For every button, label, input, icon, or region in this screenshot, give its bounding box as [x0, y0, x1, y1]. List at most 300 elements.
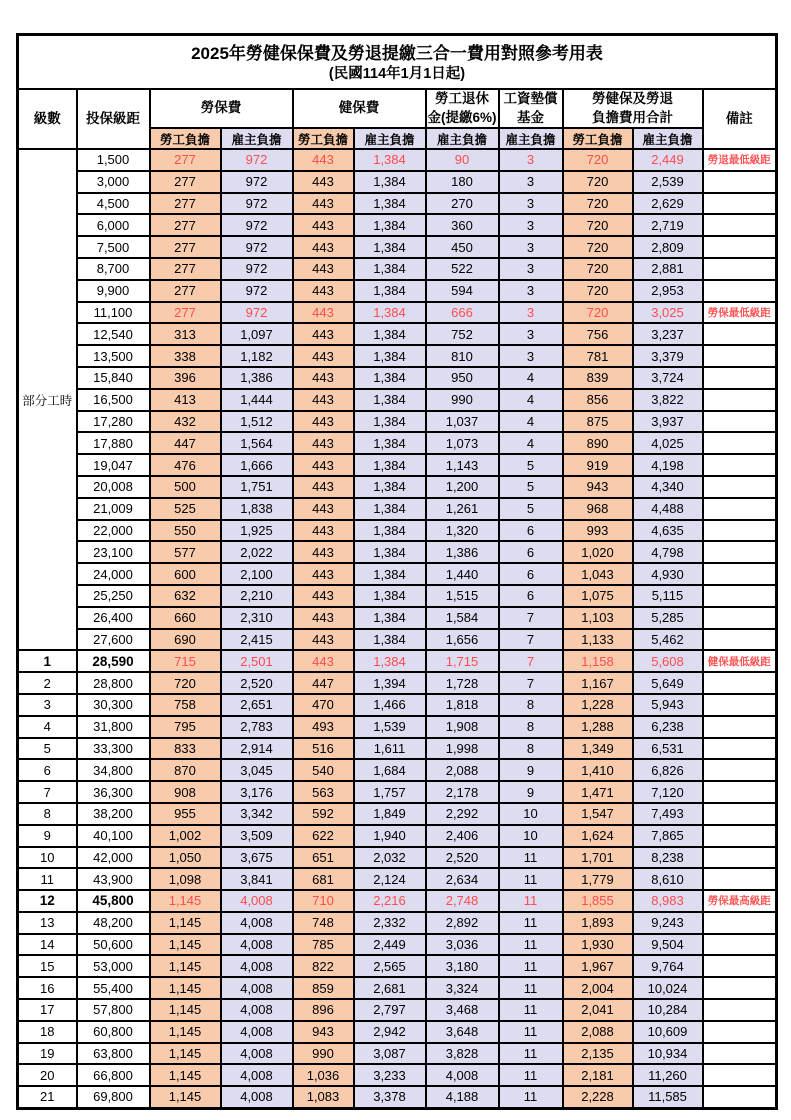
- table-row: [18, 541, 777, 563]
- cell-health-employer: 2,124: [354, 868, 426, 890]
- cell-health-employer: 1,394: [354, 672, 426, 694]
- cell-total-employer: 8,238: [633, 847, 703, 869]
- header-wage-fund-line2: 基金: [517, 109, 544, 125]
- cell-pension-employer: 666: [426, 302, 499, 324]
- cell-remark: [703, 367, 777, 389]
- cell-pension-employer: 90: [426, 149, 499, 171]
- cell-health-employee: 443: [293, 258, 354, 280]
- cell-total-employee: 2,088: [563, 1021, 633, 1043]
- cell-wage-fund-employer: 8: [499, 694, 563, 716]
- cell-health-employee: 443: [293, 193, 354, 215]
- cell-pension-employer: 2,520: [426, 847, 499, 869]
- cell-remark: [703, 781, 777, 803]
- header-health-employee-share: 勞工負擔: [293, 128, 354, 149]
- cell-labor-employee: 1,050: [150, 847, 221, 869]
- cell-labor-employer: 1,512: [221, 411, 293, 433]
- table-row: [18, 1021, 777, 1043]
- cell-labor-employee: 277: [150, 171, 221, 193]
- cell-labor-employee: 600: [150, 563, 221, 585]
- table-row: [18, 389, 777, 411]
- cell-total-employer: 4,798: [633, 541, 703, 563]
- cell-health-employer: 1,384: [354, 389, 426, 411]
- cell-wage-fund-employer: 11: [499, 1064, 563, 1086]
- cell-level: 7: [18, 781, 77, 803]
- cell-labor-employee: 277: [150, 236, 221, 258]
- cell-wage-fund-employer: 3: [499, 280, 563, 302]
- cell-labor-employer: 2,210: [221, 585, 293, 607]
- cell-wage-fund-employer: 6: [499, 585, 563, 607]
- cell-total-employer: 11,585: [633, 1086, 703, 1108]
- cell-health-employee: 1,036: [293, 1064, 354, 1086]
- cell-health-employer: 1,384: [354, 302, 426, 324]
- fee-table: [16, 33, 778, 1110]
- cell-remark: [703, 759, 777, 781]
- cell-bracket: 7,500: [77, 236, 150, 258]
- cell-health-employee: 443: [293, 454, 354, 476]
- cell-bracket: 19,047: [77, 454, 150, 476]
- cell-wage-fund-employer: 3: [499, 302, 563, 324]
- cell-remark: [703, 716, 777, 738]
- table-row: [18, 345, 777, 367]
- cell-total-employer: 4,198: [633, 454, 703, 476]
- cell-health-employer: 2,681: [354, 977, 426, 999]
- cell-labor-employer: 972: [221, 302, 293, 324]
- cell-health-employer: 1,384: [354, 258, 426, 280]
- cell-bracket: 6,000: [77, 214, 150, 236]
- cell-labor-employer: 2,100: [221, 563, 293, 585]
- page-subtitle: (民國114年1月1日起): [328, 66, 466, 83]
- cell-pension-employer: 1,908: [426, 716, 499, 738]
- cell-wage-fund-employer: 10: [499, 803, 563, 825]
- cell-total-employer: 2,629: [633, 193, 703, 215]
- header-group-row: [18, 89, 777, 128]
- cell-total-employer: 9,243: [633, 912, 703, 934]
- cell-pension-employer: 2,292: [426, 803, 499, 825]
- cell-bracket: 45,800: [77, 890, 150, 912]
- cell-remark: [703, 672, 777, 694]
- cell-remark: [703, 738, 777, 760]
- cell-health-employer: 2,032: [354, 847, 426, 869]
- cell-wage-fund-employer: 11: [499, 890, 563, 912]
- cell-wage-fund-employer: 5: [499, 454, 563, 476]
- cell-total-employee: 2,181: [563, 1064, 633, 1086]
- cell-total-employee: 943: [563, 476, 633, 498]
- cell-wage-fund-employer: 11: [499, 934, 563, 956]
- cell-bracket: 38,200: [77, 803, 150, 825]
- header-pension-line2: 金(提繳6%): [427, 109, 497, 125]
- cell-health-employer: 1,384: [354, 650, 426, 672]
- cell-remark: [703, 1021, 777, 1043]
- cell-labor-employee: 277: [150, 214, 221, 236]
- cell-labor-employer: 3,045: [221, 759, 293, 781]
- cell-total-employee: 919: [563, 454, 633, 476]
- table-row: [18, 847, 777, 869]
- cell-total-employer: 7,493: [633, 803, 703, 825]
- cell-total-employee: 1,967: [563, 955, 633, 977]
- cell-pension-employer: 2,178: [426, 781, 499, 803]
- cell-labor-employer: 972: [221, 236, 293, 258]
- cell-total-employee: 1,624: [563, 825, 633, 847]
- cell-labor-employee: 1,098: [150, 868, 221, 890]
- header-wage-fund-employer-share: 雇主負擔: [499, 128, 563, 149]
- cell-remark: [703, 803, 777, 825]
- cell-labor-employee: 660: [150, 607, 221, 629]
- cell-remark: [703, 498, 777, 520]
- cell-health-employee: 443: [293, 389, 354, 411]
- cell-remark: [703, 934, 777, 956]
- cell-remark: [703, 585, 777, 607]
- cell-wage-fund-employer: 3: [499, 258, 563, 280]
- cell-bracket: 4,500: [77, 193, 150, 215]
- cell-pension-employer: 4,188: [426, 1086, 499, 1108]
- cell-bracket: 25,250: [77, 585, 150, 607]
- cell-health-employee: 443: [293, 367, 354, 389]
- cell-wage-fund-employer: 11: [499, 1086, 563, 1108]
- cell-labor-employer: 3,841: [221, 868, 293, 890]
- cell-wage-fund-employer: 11: [499, 1021, 563, 1043]
- table-row: [18, 302, 777, 324]
- cell-remark: [703, 868, 777, 890]
- cell-remark: [703, 955, 777, 977]
- cell-labor-employee: 525: [150, 498, 221, 520]
- cell-total-employer: 5,285: [633, 607, 703, 629]
- cell-wage-fund-employer: 6: [499, 541, 563, 563]
- cell-bracket: 63,800: [77, 1043, 150, 1065]
- cell-bracket: 20,008: [77, 476, 150, 498]
- cell-bracket: 43,900: [77, 868, 150, 890]
- cell-pension-employer: 1,440: [426, 563, 499, 585]
- cell-remark: [703, 214, 777, 236]
- table-row: [18, 498, 777, 520]
- cell-total-employee: 720: [563, 302, 633, 324]
- cell-total-employer: 3,822: [633, 389, 703, 411]
- cell-health-employee: 470: [293, 694, 354, 716]
- cell-total-employee: 856: [563, 389, 633, 411]
- table-row: [18, 716, 777, 738]
- cell-total-employee: 1,893: [563, 912, 633, 934]
- table-row: [18, 193, 777, 215]
- cell-labor-employee: 908: [150, 781, 221, 803]
- cell-total-employee: 1,075: [563, 585, 633, 607]
- cell-labor-employer: 4,008: [221, 1021, 293, 1043]
- cell-level: 18: [18, 1021, 77, 1043]
- cell-total-employer: 5,115: [633, 585, 703, 607]
- cell-health-employer: 1,384: [354, 280, 426, 302]
- cell-remark: [703, 454, 777, 476]
- cell-total-employer: 10,284: [633, 999, 703, 1021]
- cell-health-employer: 3,087: [354, 1043, 426, 1065]
- table-row: [18, 585, 777, 607]
- cell-wage-fund-employer: 4: [499, 389, 563, 411]
- cell-pension-employer: 2,406: [426, 825, 499, 847]
- cell-bracket: 31,800: [77, 716, 150, 738]
- cell-labor-employee: 277: [150, 258, 221, 280]
- cell-health-employer: 1,384: [354, 432, 426, 454]
- cell-pension-employer: 1,261: [426, 498, 499, 520]
- table-title-block: [18, 35, 777, 90]
- cell-total-employer: 2,449: [633, 149, 703, 171]
- cell-labor-employer: 972: [221, 214, 293, 236]
- cell-pension-employer: 1,143: [426, 454, 499, 476]
- cell-health-employer: 1,384: [354, 323, 426, 345]
- cell-remark: [703, 629, 777, 651]
- cell-bracket: 55,400: [77, 977, 150, 999]
- cell-labor-employer: 4,008: [221, 977, 293, 999]
- cell-total-employer: 4,635: [633, 520, 703, 542]
- cell-labor-employee: 476: [150, 454, 221, 476]
- cell-total-employee: 720: [563, 149, 633, 171]
- cell-remark: [703, 323, 777, 345]
- cell-health-employee: 748: [293, 912, 354, 934]
- cell-bracket: 28,590: [77, 650, 150, 672]
- cell-total-employee: 875: [563, 411, 633, 433]
- cell-health-employer: 1,611: [354, 738, 426, 760]
- cell-health-employee: 443: [293, 214, 354, 236]
- table-row: [18, 432, 777, 454]
- cell-wage-fund-employer: 5: [499, 498, 563, 520]
- cell-wage-fund-employer: 4: [499, 367, 563, 389]
- cell-total-employee: 2,228: [563, 1086, 633, 1108]
- cell-total-employer: 2,953: [633, 280, 703, 302]
- cell-labor-employer: 972: [221, 171, 293, 193]
- cell-labor-employer: 1,564: [221, 432, 293, 454]
- cell-health-employer: 1,384: [354, 454, 426, 476]
- cell-labor-employer: 3,509: [221, 825, 293, 847]
- cell-total-employer: 4,025: [633, 432, 703, 454]
- cell-health-employer: 1,384: [354, 520, 426, 542]
- cell-health-employer: 2,942: [354, 1021, 426, 1043]
- cell-total-employee: 720: [563, 236, 633, 258]
- table-row: [18, 868, 777, 890]
- cell-labor-employer: 2,914: [221, 738, 293, 760]
- cell-remark: [703, 912, 777, 934]
- cell-wage-fund-employer: 8: [499, 716, 563, 738]
- cell-total-employee: 2,135: [563, 1043, 633, 1065]
- cell-total-employee: 1,471: [563, 781, 633, 803]
- cell-remark: [703, 977, 777, 999]
- cell-health-employee: 443: [293, 541, 354, 563]
- cell-health-employer: 1,384: [354, 214, 426, 236]
- cell-remark: [703, 541, 777, 563]
- cell-bracket: 28,800: [77, 672, 150, 694]
- cell-labor-employer: 3,342: [221, 803, 293, 825]
- cell-pension-employer: 1,998: [426, 738, 499, 760]
- cell-labor-employee: 833: [150, 738, 221, 760]
- cell-labor-employer: 4,008: [221, 934, 293, 956]
- cell-pension-employer: 2,748: [426, 890, 499, 912]
- cell-total-employer: 9,764: [633, 955, 703, 977]
- cell-labor-employee: 277: [150, 193, 221, 215]
- cell-pension-employer: 594: [426, 280, 499, 302]
- cell-labor-employer: 2,651: [221, 694, 293, 716]
- cell-labor-employee: 1,145: [150, 1064, 221, 1086]
- cell-labor-employee: 758: [150, 694, 221, 716]
- header-total: [563, 89, 703, 128]
- cell-remark: [703, 345, 777, 367]
- cell-health-employer: 1,384: [354, 563, 426, 585]
- cell-health-employee: 443: [293, 411, 354, 433]
- cell-health-employee: 443: [293, 520, 354, 542]
- header-labor-employee-share: 勞工負擔: [150, 128, 221, 149]
- cell-labor-employer: 1,182: [221, 345, 293, 367]
- cell-labor-employer: 2,310: [221, 607, 293, 629]
- cell-bracket: 12,540: [77, 323, 150, 345]
- cell-level: 17: [18, 999, 77, 1021]
- cell-bracket: 11,100: [77, 302, 150, 324]
- cell-remark: 勞退最低級距: [703, 149, 777, 171]
- cell-labor-employer: 3,675: [221, 847, 293, 869]
- cell-labor-employee: 690: [150, 629, 221, 651]
- table-row: [18, 890, 777, 912]
- cell-remark: 勞保最高級距: [703, 890, 777, 912]
- cell-health-employer: 1,384: [354, 498, 426, 520]
- cell-pension-employer: 752: [426, 323, 499, 345]
- cell-total-employer: 5,649: [633, 672, 703, 694]
- cell-labor-employee: 1,145: [150, 890, 221, 912]
- cell-wage-fund-employer: 10: [499, 825, 563, 847]
- cell-labor-employee: 1,145: [150, 999, 221, 1021]
- cell-wage-fund-employer: 4: [499, 432, 563, 454]
- cell-wage-fund-employer: 7: [499, 607, 563, 629]
- cell-health-employee: 540: [293, 759, 354, 781]
- cell-total-employee: 720: [563, 258, 633, 280]
- cell-remark: 勞保最低級距: [703, 302, 777, 324]
- cell-health-employee: 443: [293, 563, 354, 585]
- header-total-employee-share: 勞工負擔: [563, 128, 633, 149]
- cell-pension-employer: 990: [426, 389, 499, 411]
- table-row: [18, 672, 777, 694]
- cell-health-employee: 896: [293, 999, 354, 1021]
- cell-wage-fund-employer: 11: [499, 847, 563, 869]
- cell-bracket: 40,100: [77, 825, 150, 847]
- cell-labor-employee: 870: [150, 759, 221, 781]
- cell-labor-employer: 2,501: [221, 650, 293, 672]
- fee-reference-sheet: [16, 33, 775, 1110]
- table-row: [18, 955, 777, 977]
- cell-health-employee: 443: [293, 607, 354, 629]
- header-wage-fund: [499, 89, 563, 128]
- cell-bracket: 15,840: [77, 367, 150, 389]
- cell-total-employee: 1,103: [563, 607, 633, 629]
- cell-health-employer: 1,384: [354, 193, 426, 215]
- cell-total-employer: 3,025: [633, 302, 703, 324]
- cell-labor-employee: 1,145: [150, 1021, 221, 1043]
- cell-bracket: 53,000: [77, 955, 150, 977]
- cell-bracket: 48,200: [77, 912, 150, 934]
- cell-labor-employee: 955: [150, 803, 221, 825]
- cell-level: 4: [18, 716, 77, 738]
- cell-labor-employer: 4,008: [221, 1043, 293, 1065]
- cell-level: 14: [18, 934, 77, 956]
- cell-labor-employee: 1,145: [150, 977, 221, 999]
- cell-total-employee: 1,349: [563, 738, 633, 760]
- table-row: [18, 999, 777, 1021]
- header-pension-employer-share: 雇主負擔: [426, 128, 499, 149]
- cell-health-employer: 1,384: [354, 411, 426, 433]
- header-pension-line1: 勞工退休: [435, 91, 489, 107]
- cell-total-employer: 10,934: [633, 1043, 703, 1065]
- table-row: [18, 738, 777, 760]
- table-row: [18, 476, 777, 498]
- cell-health-employee: 443: [293, 171, 354, 193]
- cell-pension-employer: 1,037: [426, 411, 499, 433]
- cell-total-employer: 7,865: [633, 825, 703, 847]
- cell-total-employee: 1,158: [563, 650, 633, 672]
- cell-wage-fund-employer: 3: [499, 236, 563, 258]
- cell-level: 21: [18, 1086, 77, 1108]
- cell-health-employee: 443: [293, 345, 354, 367]
- cell-bracket: 60,800: [77, 1021, 150, 1043]
- cell-health-employer: 2,565: [354, 955, 426, 977]
- cell-wage-fund-employer: 11: [499, 999, 563, 1021]
- cell-pension-employer: 2,088: [426, 759, 499, 781]
- cell-labor-employee: 720: [150, 672, 221, 694]
- cell-labor-employer: 4,008: [221, 1086, 293, 1108]
- cell-labor-employer: 2,520: [221, 672, 293, 694]
- cell-total-employer: 3,237: [633, 323, 703, 345]
- cell-health-employee: 443: [293, 476, 354, 498]
- cell-bracket: 33,300: [77, 738, 150, 760]
- cell-total-employer: 5,462: [633, 629, 703, 651]
- cell-bracket: 22,000: [77, 520, 150, 542]
- cell-health-employee: 622: [293, 825, 354, 847]
- cell-level: 9: [18, 825, 77, 847]
- cell-level: 12: [18, 890, 77, 912]
- table-row: [18, 323, 777, 345]
- cell-labor-employee: 577: [150, 541, 221, 563]
- cell-total-employee: 1,779: [563, 868, 633, 890]
- cell-total-employee: 720: [563, 280, 633, 302]
- cell-health-employee: 443: [293, 149, 354, 171]
- cell-total-employer: 4,488: [633, 498, 703, 520]
- cell-labor-employee: 447: [150, 432, 221, 454]
- title-row: [18, 35, 777, 90]
- cell-labor-employee: 500: [150, 476, 221, 498]
- cell-health-employer: 1,384: [354, 367, 426, 389]
- cell-bracket: 34,800: [77, 759, 150, 781]
- cell-wage-fund-employer: 3: [499, 345, 563, 367]
- cell-wage-fund-employer: 8: [499, 738, 563, 760]
- cell-pension-employer: 1,818: [426, 694, 499, 716]
- cell-total-employee: 720: [563, 171, 633, 193]
- cell-health-employer: 1,384: [354, 171, 426, 193]
- cell-labor-employer: 972: [221, 258, 293, 280]
- cell-total-employee: 1,133: [563, 629, 633, 651]
- table-row: [18, 520, 777, 542]
- table-row: [18, 694, 777, 716]
- cell-remark: [703, 1064, 777, 1086]
- cell-total-employee: 1,228: [563, 694, 633, 716]
- table-row: [18, 280, 777, 302]
- cell-pension-employer: 1,584: [426, 607, 499, 629]
- cell-labor-employer: 2,022: [221, 541, 293, 563]
- cell-labor-employer: 2,415: [221, 629, 293, 651]
- cell-health-employer: 3,378: [354, 1086, 426, 1108]
- cell-level: 15: [18, 955, 77, 977]
- cell-labor-employer: 1,925: [221, 520, 293, 542]
- cell-labor-employee: 550: [150, 520, 221, 542]
- cell-pension-employer: 1,386: [426, 541, 499, 563]
- cell-pension-employer: 3,180: [426, 955, 499, 977]
- cell-bracket: 8,700: [77, 258, 150, 280]
- table-row: [18, 214, 777, 236]
- cell-total-employer: 11,260: [633, 1064, 703, 1086]
- cell-remark: [703, 236, 777, 258]
- cell-total-employer: 2,881: [633, 258, 703, 280]
- header-labor-employer-share: 雇主負擔: [221, 128, 293, 149]
- cell-health-employer: 1,384: [354, 585, 426, 607]
- cell-level: 5: [18, 738, 77, 760]
